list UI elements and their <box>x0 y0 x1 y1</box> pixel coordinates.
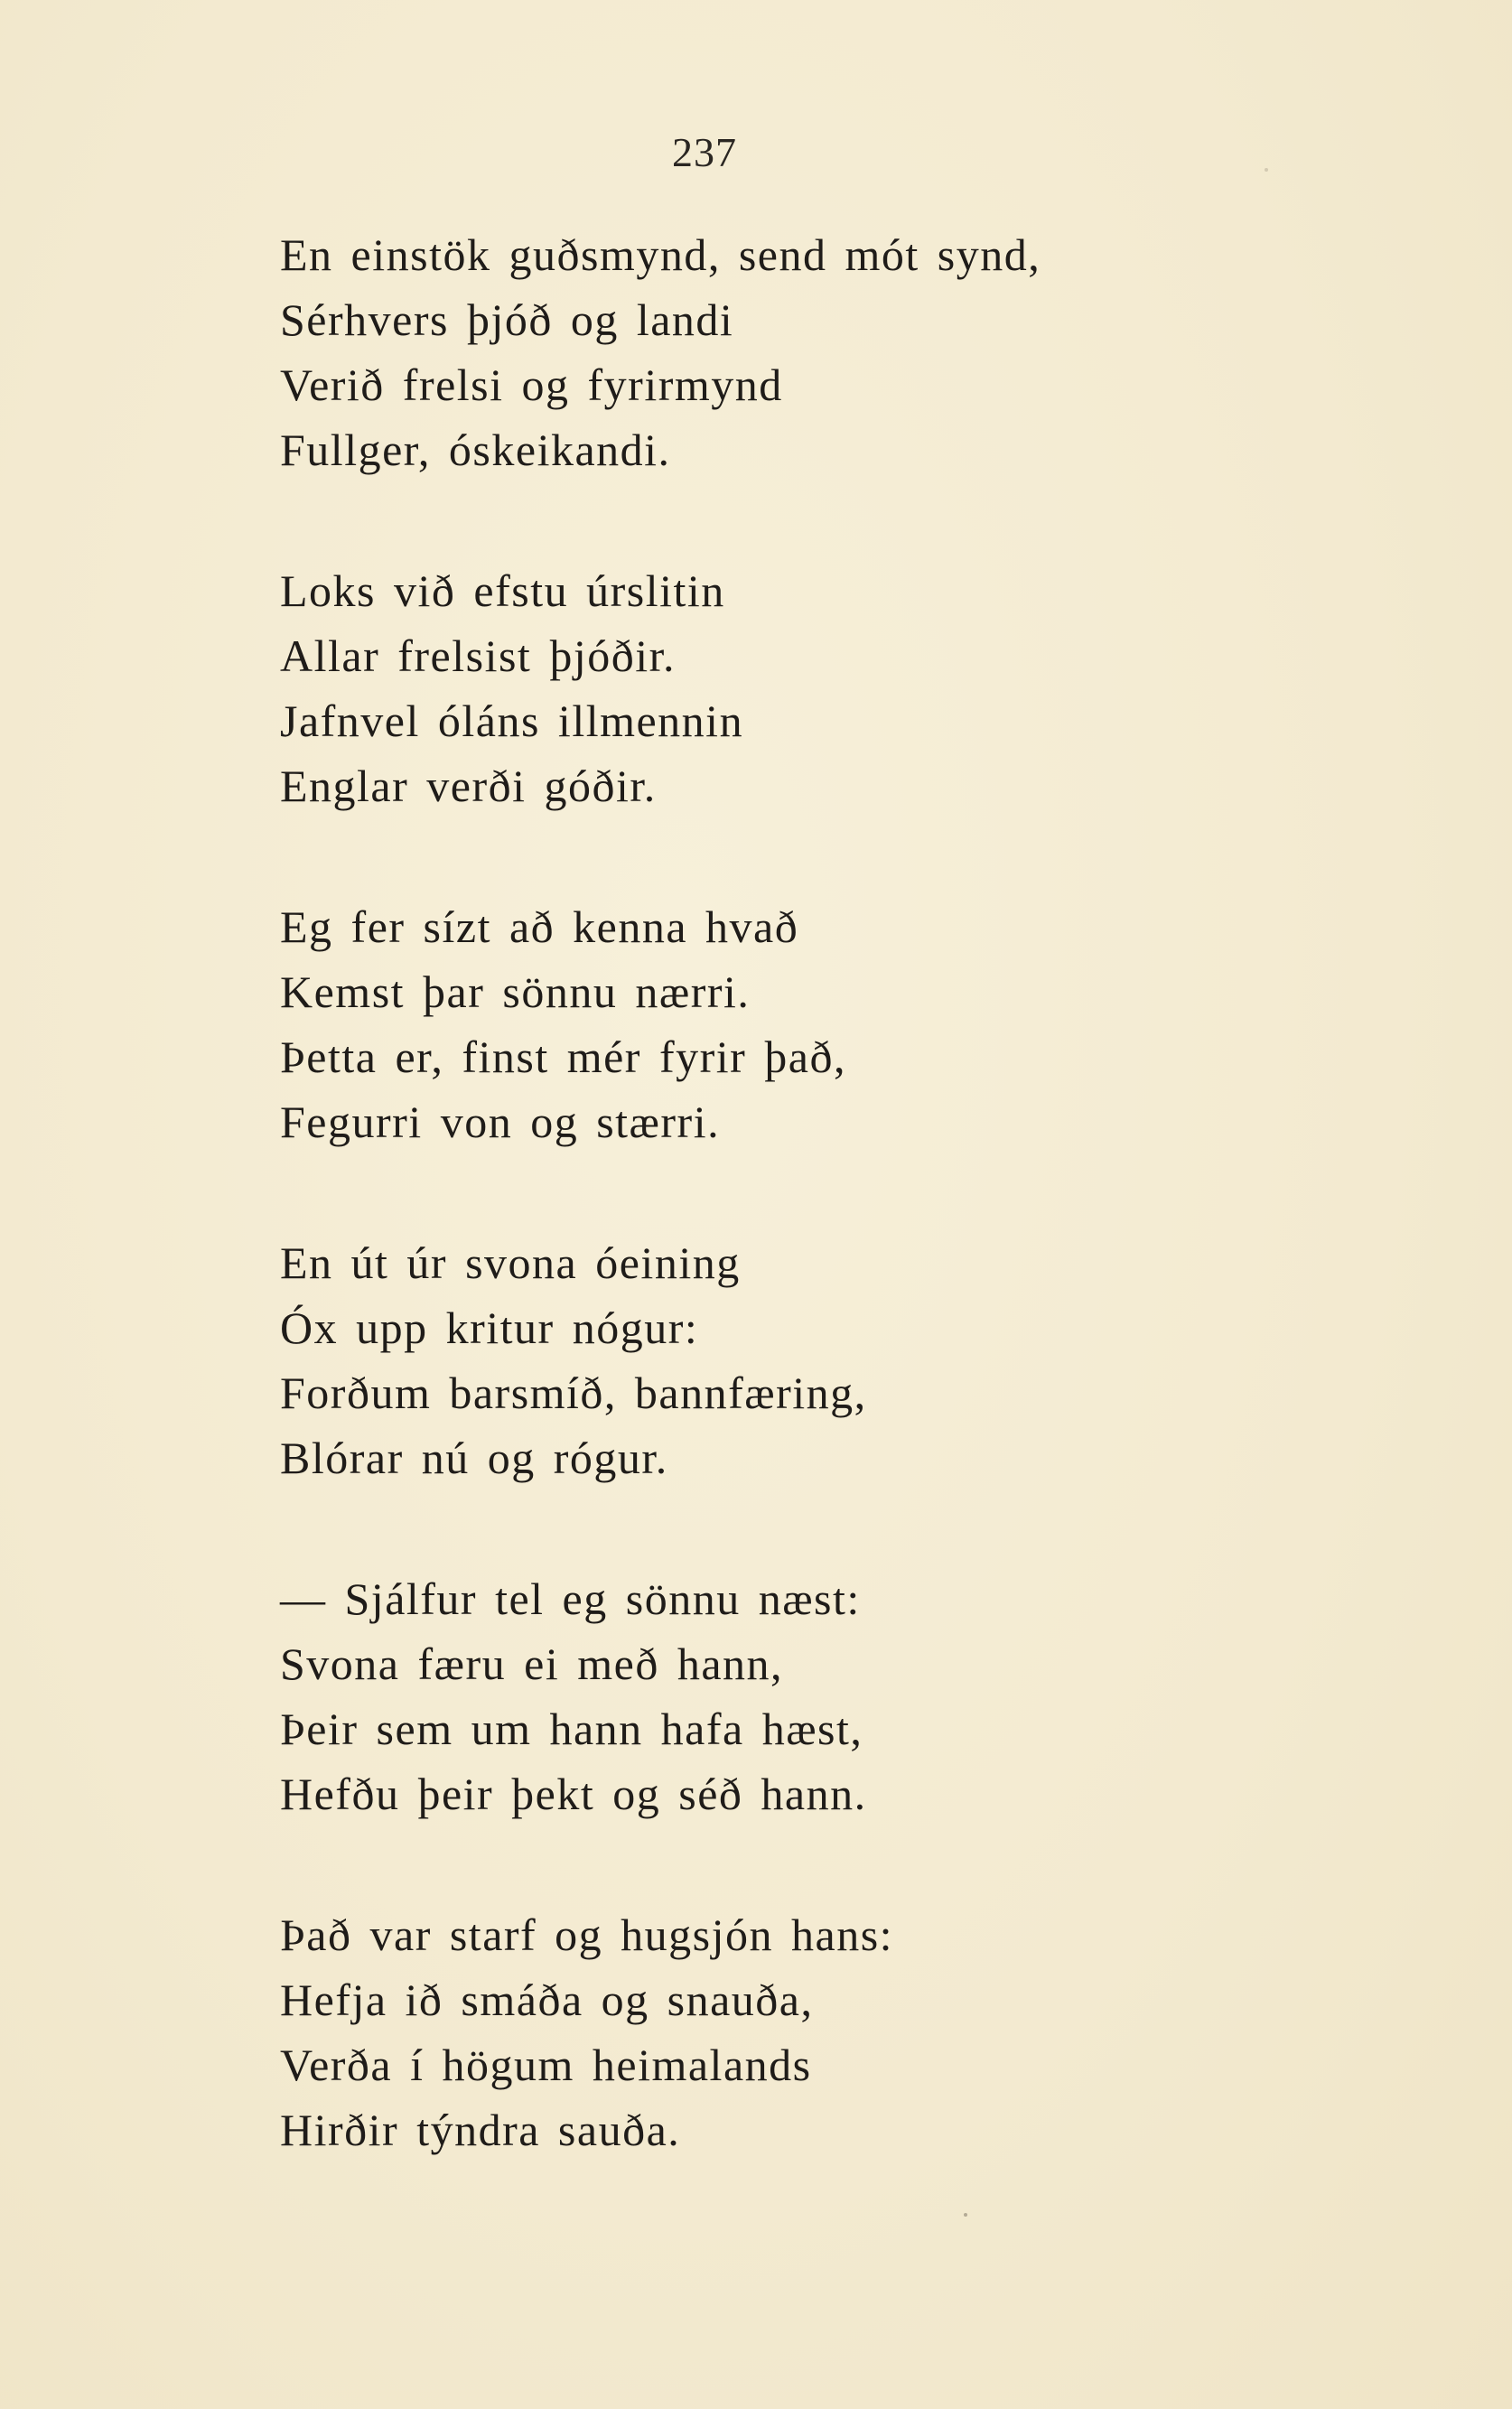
stanza-1 <box>280 222 1454 482</box>
poem-line: Kemst þar sönnu nærri. <box>280 966 751 1017</box>
poem-line: Fegurri von og stærri. <box>280 1097 721 1147</box>
poem-line: En einstök guðsmynd, send mót synd, <box>280 229 1041 280</box>
poem-line: Hefðu þeir þekt og séð hann. <box>280 1769 867 1819</box>
poem-line: Eg fer sízt að kenna hvað <box>280 901 799 952</box>
poem-line: Jafnvel óláns illmennin <box>280 696 744 746</box>
page-number: 237 <box>672 129 737 175</box>
poem <box>280 222 1454 2162</box>
stanza-4 <box>280 1230 1454 1490</box>
poem-line: Hirðir týndra sauða. <box>280 2105 681 2155</box>
poem-line: Blórar nú og rógur. <box>280 1433 668 1483</box>
stanza-3 <box>280 894 1454 1154</box>
paper-speck <box>964 2213 967 2217</box>
stanza-2 <box>280 558 1454 818</box>
poem-line: Verða í högum heimalands <box>280 2040 812 2090</box>
poem-line: Þetta er, finst mér fyrir það, <box>280 1032 846 1082</box>
poem-line: En út úr svona óeining <box>280 1237 741 1288</box>
poem-line: Allar frelsist þjóðir. <box>280 630 676 681</box>
poem-line: Fullger, óskeikandi. <box>280 425 671 475</box>
poem-line: Sérhvers þjóð og landi <box>280 294 734 345</box>
poem-line: Óx upp kritur nógur: <box>280 1303 699 1353</box>
poem-line: Verið frelsi og fyrirmynd <box>280 359 783 410</box>
stanza-5 <box>280 1566 1454 1826</box>
poem-line: Hefja ið smáða og snauða, <box>280 1975 814 2025</box>
poem-line: Svona færu ei með hann, <box>280 1639 784 1689</box>
poem-line: Það var starf og hugsjón hans: <box>280 1909 894 1960</box>
stanza-6 <box>280 1902 1454 2162</box>
poem-line: Forðum barsmíð, bannfæring, <box>280 1368 867 1418</box>
poem-line: Loks við efstu úrslitin <box>280 565 725 616</box>
poem-line: — Sjálfur tel eg sönnu næst: <box>280 1573 861 1624</box>
paper-speck <box>1265 168 1268 172</box>
poem-line: Englar verði góðir. <box>280 761 657 811</box>
poem-line: Þeir sem um hann hafa hæst, <box>280 1704 863 1754</box>
